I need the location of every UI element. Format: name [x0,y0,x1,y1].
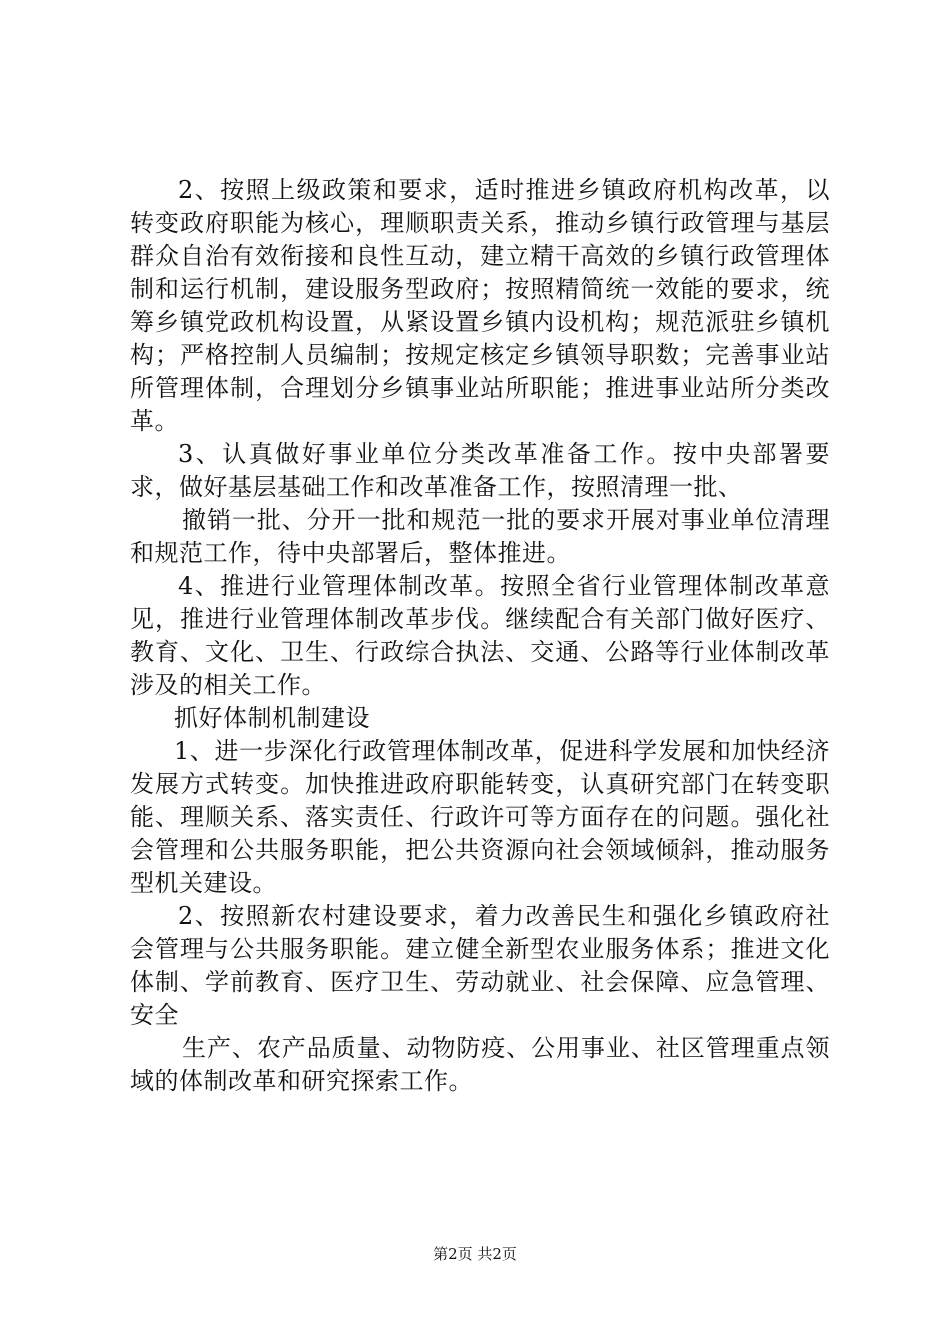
section-heading-mechanism: 抓好体制机制建设 [174,704,370,732]
paragraph-industry-management: 4、推进行业管理体制改革。按照全省行业管理体制改革意见，推进行业管理体制改革步伐。继续配合有关部门做好医疗、教育、文化、卫生、行政综合执法、交通、公路等行业体制改革涉及的相关工作。 [130,572,830,699]
paragraph-reform-township: 2、按照上级政策和要求，适时推进乡镇政府机构改革，以转变政府职能为核心，理顺职责关系，推动乡镇行政管理与基层群众自治有效衔接和良性互动，建立精干高效的乡镇行政管理体制和运行机制，建设服务型政府；按照精简统一效能的要求，统筹乡镇党政机构设置，从紧设置乡镇内设机构；规范派驻乡镇机构；严格控制人员编制；按规定核定乡镇领导职数；完善事业站所管理体制，合理划分乡镇事业站所职能；推进事业站所分类改革。 [130,176,830,435]
document-body [130,174,830,1098]
paragraph-admin-reform: 1、进一步深化行政管理体制改革，促进科学发展和加快经济发展方式转变。加快推进政府职能转变，认真研究部门在转变职能、理顺关系、落实责任、行政许可等方面存在的问题。强化社会管理和公共服务职能，把公共资源向社会领域倾斜，推动服务型机关建设。 [130,737,830,897]
paragraph-new-countryside: 2、按照新农村建设要求，着力改善民生和强化乡镇政府社会管理与公共服务职能。建立健全新型农业服务体系；推进文化体制、学前教育、医疗卫生、劳动就业、社会保障、应急管理、安全 [130,902,830,1029]
paragraph-public-institution-prep: 3、认真做好事业单位分类改革准备工作。按中央部署要求，做好基层基础工作和改革准备工作，按照清理一批、 [130,440,830,501]
paragraph-new-countryside-cont: 生产、农产品质量、动物防疫、公用事业、社区管理重点领域的体制改革和研究探索工作。 [130,1034,830,1095]
paragraph-public-institution-cont: 撤销一批、分开一批和规范一批的要求开展对事业单位清理和规范工作，待中央部署后，整体推进。 [130,506,830,567]
page-footer: 第2页 共2页 [433,1245,517,1263]
